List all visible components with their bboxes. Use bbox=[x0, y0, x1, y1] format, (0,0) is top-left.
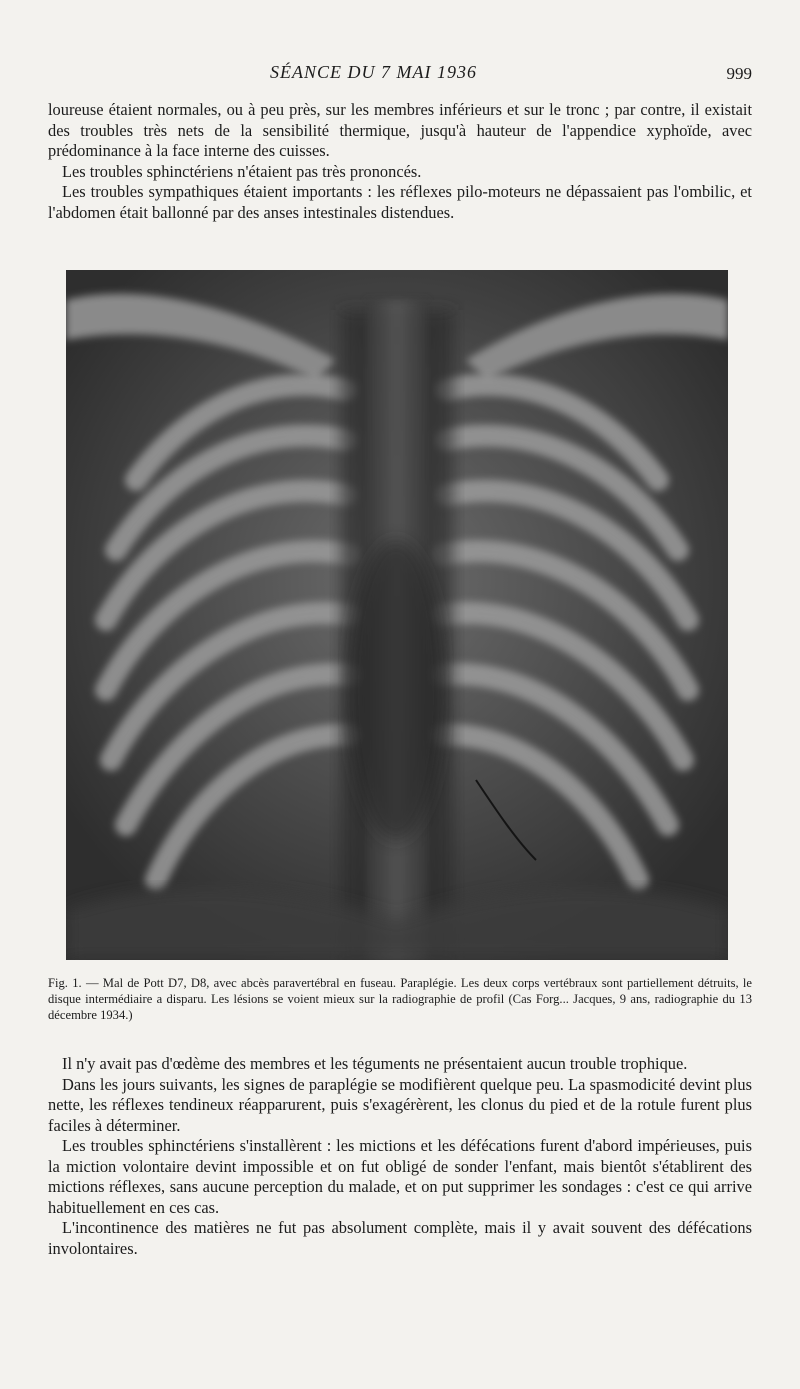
caption-text: — Mal de Pott D7, D8, avec abcès paravertébral en fuseau. Paraplégie. Les deux corps vertébraux sont partiellement détruits, le disque intermédiaire a disparu. Les lésions se voient mieux sur la radiographie de profil (Cas Forg... Jacques, 9 ans, radiographie du 13 décembre 1934.) bbox=[48, 976, 752, 1022]
page-number: 999 bbox=[726, 64, 752, 83]
header-title: SÉANCE DU 7 MAI 1936 bbox=[270, 62, 477, 82]
paragraph: Il n'y avait pas d'œdème des membres et les téguments ne présentaient aucun trouble trophique. bbox=[62, 1054, 688, 1073]
bottom-text-block bbox=[48, 1054, 752, 1259]
figure-caption bbox=[48, 975, 752, 1023]
paragraph: Dans les jours suivants, les signes de paraplégie se modifièrent quelque peu. La spasmodicité devint plus nette, les réflexes tendineux réapparurent, puis s'exagérèrent, les clonus du pied et de la rotule furent plus faciles à déterminer. bbox=[48, 1074, 752, 1135]
figure-label: Fig. 1. bbox=[48, 976, 82, 990]
paragraph: Les troubles sphinctériens s'installèrent : les mictions et les défécations furent d'abord impérieuses, puis la miction volontaire devint impossible et on fut obligé de sonder l'enfant, mais bientôt s'établirent des mictions réflexes, sans aucune perception du malade, et on put supprimer les sondages : c'est ce qui arrive habituellement en ces cas. bbox=[48, 1136, 752, 1217]
paragraph: Les troubles sympathiques étaient importants : les réflexes pilo-moteurs ne dépassaient pas l'ombilic, et l'abdomen était ballonné par des anses intestinales distendues. bbox=[48, 182, 752, 222]
radiograph-image bbox=[66, 270, 728, 960]
paragraph: L'incontinence des matières ne fut pas absolument complète, mais il y avait souvent des défécations involontaires. bbox=[48, 1218, 752, 1258]
paragraph: Les troubles sphinctériens n'étaient pas très prononcés. bbox=[62, 161, 422, 181]
chest-radiograph-figure bbox=[66, 270, 728, 960]
paragraph: loureuse étaient normales, ou à peu près, sur les membres inférieurs et sur le tronc ; par contre, il existait des troubles très nets de la sensibilité thermique, jusqu'à hauteur de l'appendice xyphoïde, avec prédominance à la face interne des cuisses. bbox=[48, 100, 752, 160]
top-text-block bbox=[48, 100, 752, 223]
running-header bbox=[0, 62, 800, 92]
